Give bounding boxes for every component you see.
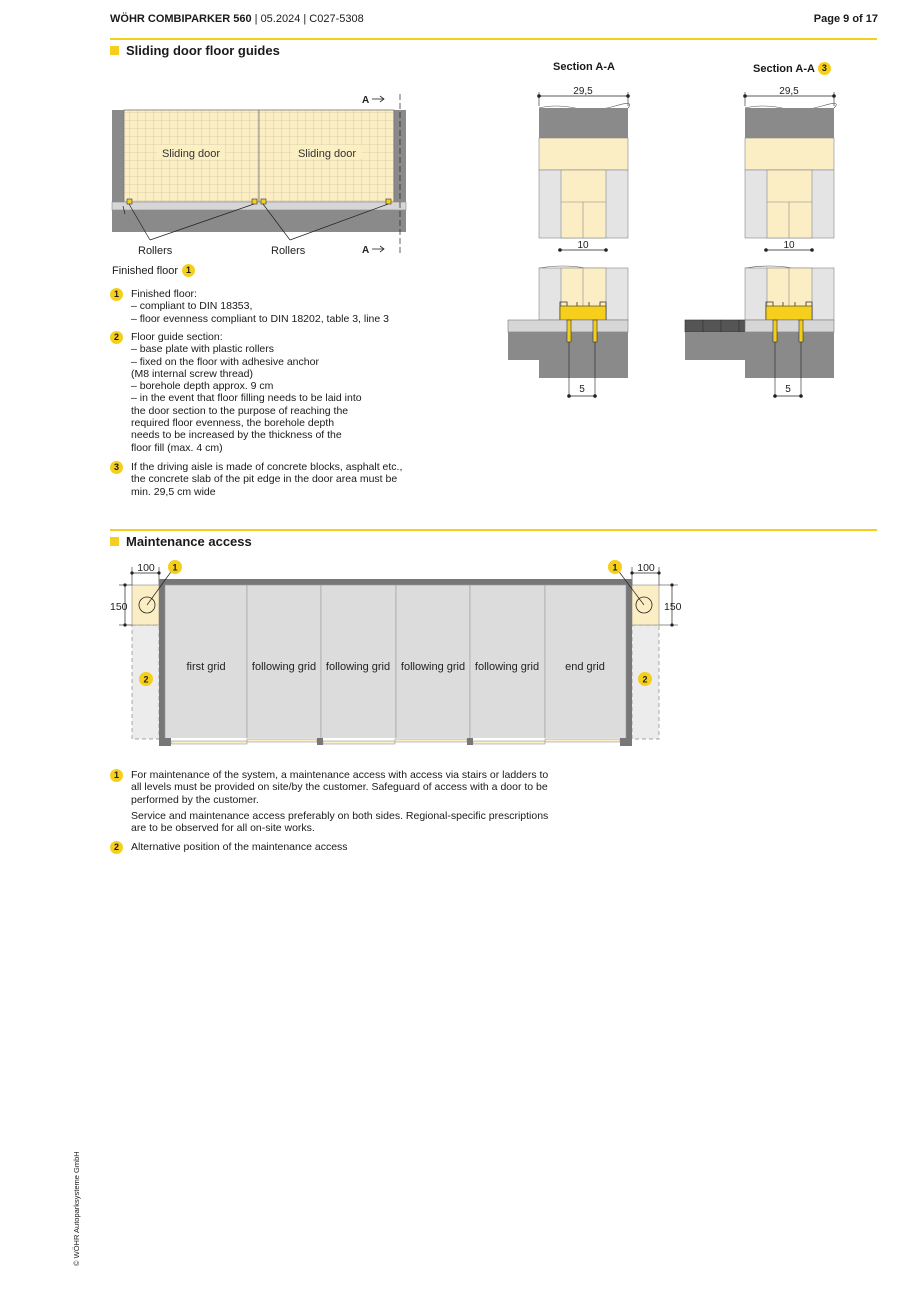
svg-text:2: 2: [143, 674, 149, 685]
grid-label: following grid: [325, 661, 391, 673]
grid-label: end grid: [565, 661, 605, 673]
note-alternative-position: 2 Alternative position of the maintenance access: [110, 841, 610, 853]
door-label-left: Sliding door: [161, 148, 221, 160]
door-panel: [539, 138, 628, 170]
door-frame-top: [745, 108, 834, 138]
door-label-right: Sliding door: [297, 148, 357, 160]
header-divider: [110, 38, 877, 40]
roller-marker: [261, 199, 266, 204]
callout-badge: 1: [110, 769, 123, 782]
finished-floor-strip: [112, 202, 406, 210]
section-title-maintenance: Maintenance access: [110, 534, 252, 549]
dim-access-width-right: 100: [637, 562, 655, 574]
roller-marker: [252, 199, 257, 204]
note-floor-guide-section: 2 Floor guide section: – base plate with plastic rollers – fixed on the floor with adhesive anchor (M8 internal screw thread) – borehole depth approx. 9 cm – in the event that floor filling needs to be laid into the door section to the purpose of reaching the required floor evenness, the borehole depth needs to be increased by the thickness of the floor fill (max. 4 cm): [110, 331, 440, 454]
copyright-notice: © WÖHR Autoparksysteme GmbH: [72, 1151, 81, 1266]
callout-badge: 2: [110, 331, 123, 344]
callout-badge: 3: [110, 461, 123, 474]
note-maintenance-access: 1 For maintenance of the system, a maintenance access with access via stairs or ladders to all levels must be provided on site/by the customer. Safeguard of access with a door to be performed by the customer.: [110, 769, 610, 806]
note-service-access: Service and maintenance access preferably on both sides. Regional-specific prescriptions are to be observed for all on-site works.: [131, 810, 549, 835]
document-header: [110, 13, 364, 25]
roller-marker: [386, 199, 391, 204]
callout-badge: 3: [818, 62, 831, 75]
door-frame-top: [539, 108, 628, 138]
grid-label: following grid: [474, 661, 540, 673]
callout-badge: 2: [110, 841, 123, 854]
rollers-label-left: Rollers: [138, 245, 173, 257]
dim-access-height-left: 150: [110, 601, 128, 613]
section-divider: [110, 529, 877, 531]
grid-label: first grid: [186, 661, 226, 673]
product-name: WÖHR COMBIPARKER 560: [110, 13, 252, 25]
rollers-label-right: Rollers: [271, 245, 306, 257]
note-finished-floor: 1 Finished floor: – compliant to DIN 18353, – floor evenness compliant to DIN 18202, table 3, line 3: [110, 288, 440, 325]
left-wall-post: [112, 110, 124, 205]
paving-block: [739, 320, 745, 332]
section-aa-title: Section A-A: [553, 61, 615, 73]
callout-badge: 1: [110, 288, 123, 301]
dim-width: 29,5: [779, 86, 799, 97]
svg-text:1: 1: [612, 562, 618, 573]
dim-anchor: 5: [785, 384, 791, 395]
section-marker-bottom: A: [362, 245, 370, 256]
paving-block: [703, 320, 721, 332]
dim-gap: 10: [577, 240, 589, 251]
document-meta: | 05.2024 | C027-5308: [251, 13, 364, 25]
note-driving-aisle: 3 If the driving aisle is made of concrete blocks, asphalt etc., the concrete slab of the pit edge in the door area must be min. 29,5 cm wide: [110, 461, 440, 498]
svg-text:2: 2: [642, 674, 648, 685]
section-bullet-icon: [110, 537, 119, 546]
floor-layer: [745, 320, 834, 332]
dim-gap: 10: [783, 240, 795, 251]
section-title-floor-guides: Sliding door floor guides: [110, 43, 280, 58]
section-aa3-title: Section A-A 3: [753, 62, 831, 75]
grid-label: following grid: [400, 661, 466, 673]
section-marker-top: A: [362, 95, 370, 106]
paving-block: [721, 320, 739, 332]
section-aa-drawing: [505, 84, 635, 404]
section-aa3-drawing: [682, 84, 842, 404]
maintenance-access-plan: [105, 555, 695, 755]
dim-access-height-right: 150: [664, 601, 682, 613]
section-bullet-icon: [110, 46, 119, 55]
roller-marker: [127, 199, 132, 204]
callout-badge: 1: [182, 264, 195, 277]
dim-access-width-left: 100: [137, 562, 155, 574]
door-panel: [745, 138, 834, 170]
sliding-door-elevation-drawing: [105, 88, 415, 258]
dim-width: 29,5: [573, 86, 593, 97]
dim-anchor: 5: [579, 384, 585, 395]
finished-floor-label: Finished floor 1: [112, 264, 195, 277]
svg-text:1: 1: [172, 562, 178, 573]
grid-label: following grid: [251, 661, 317, 673]
page-number: Page 9 of 17: [813, 13, 878, 25]
paving-block: [685, 320, 703, 332]
